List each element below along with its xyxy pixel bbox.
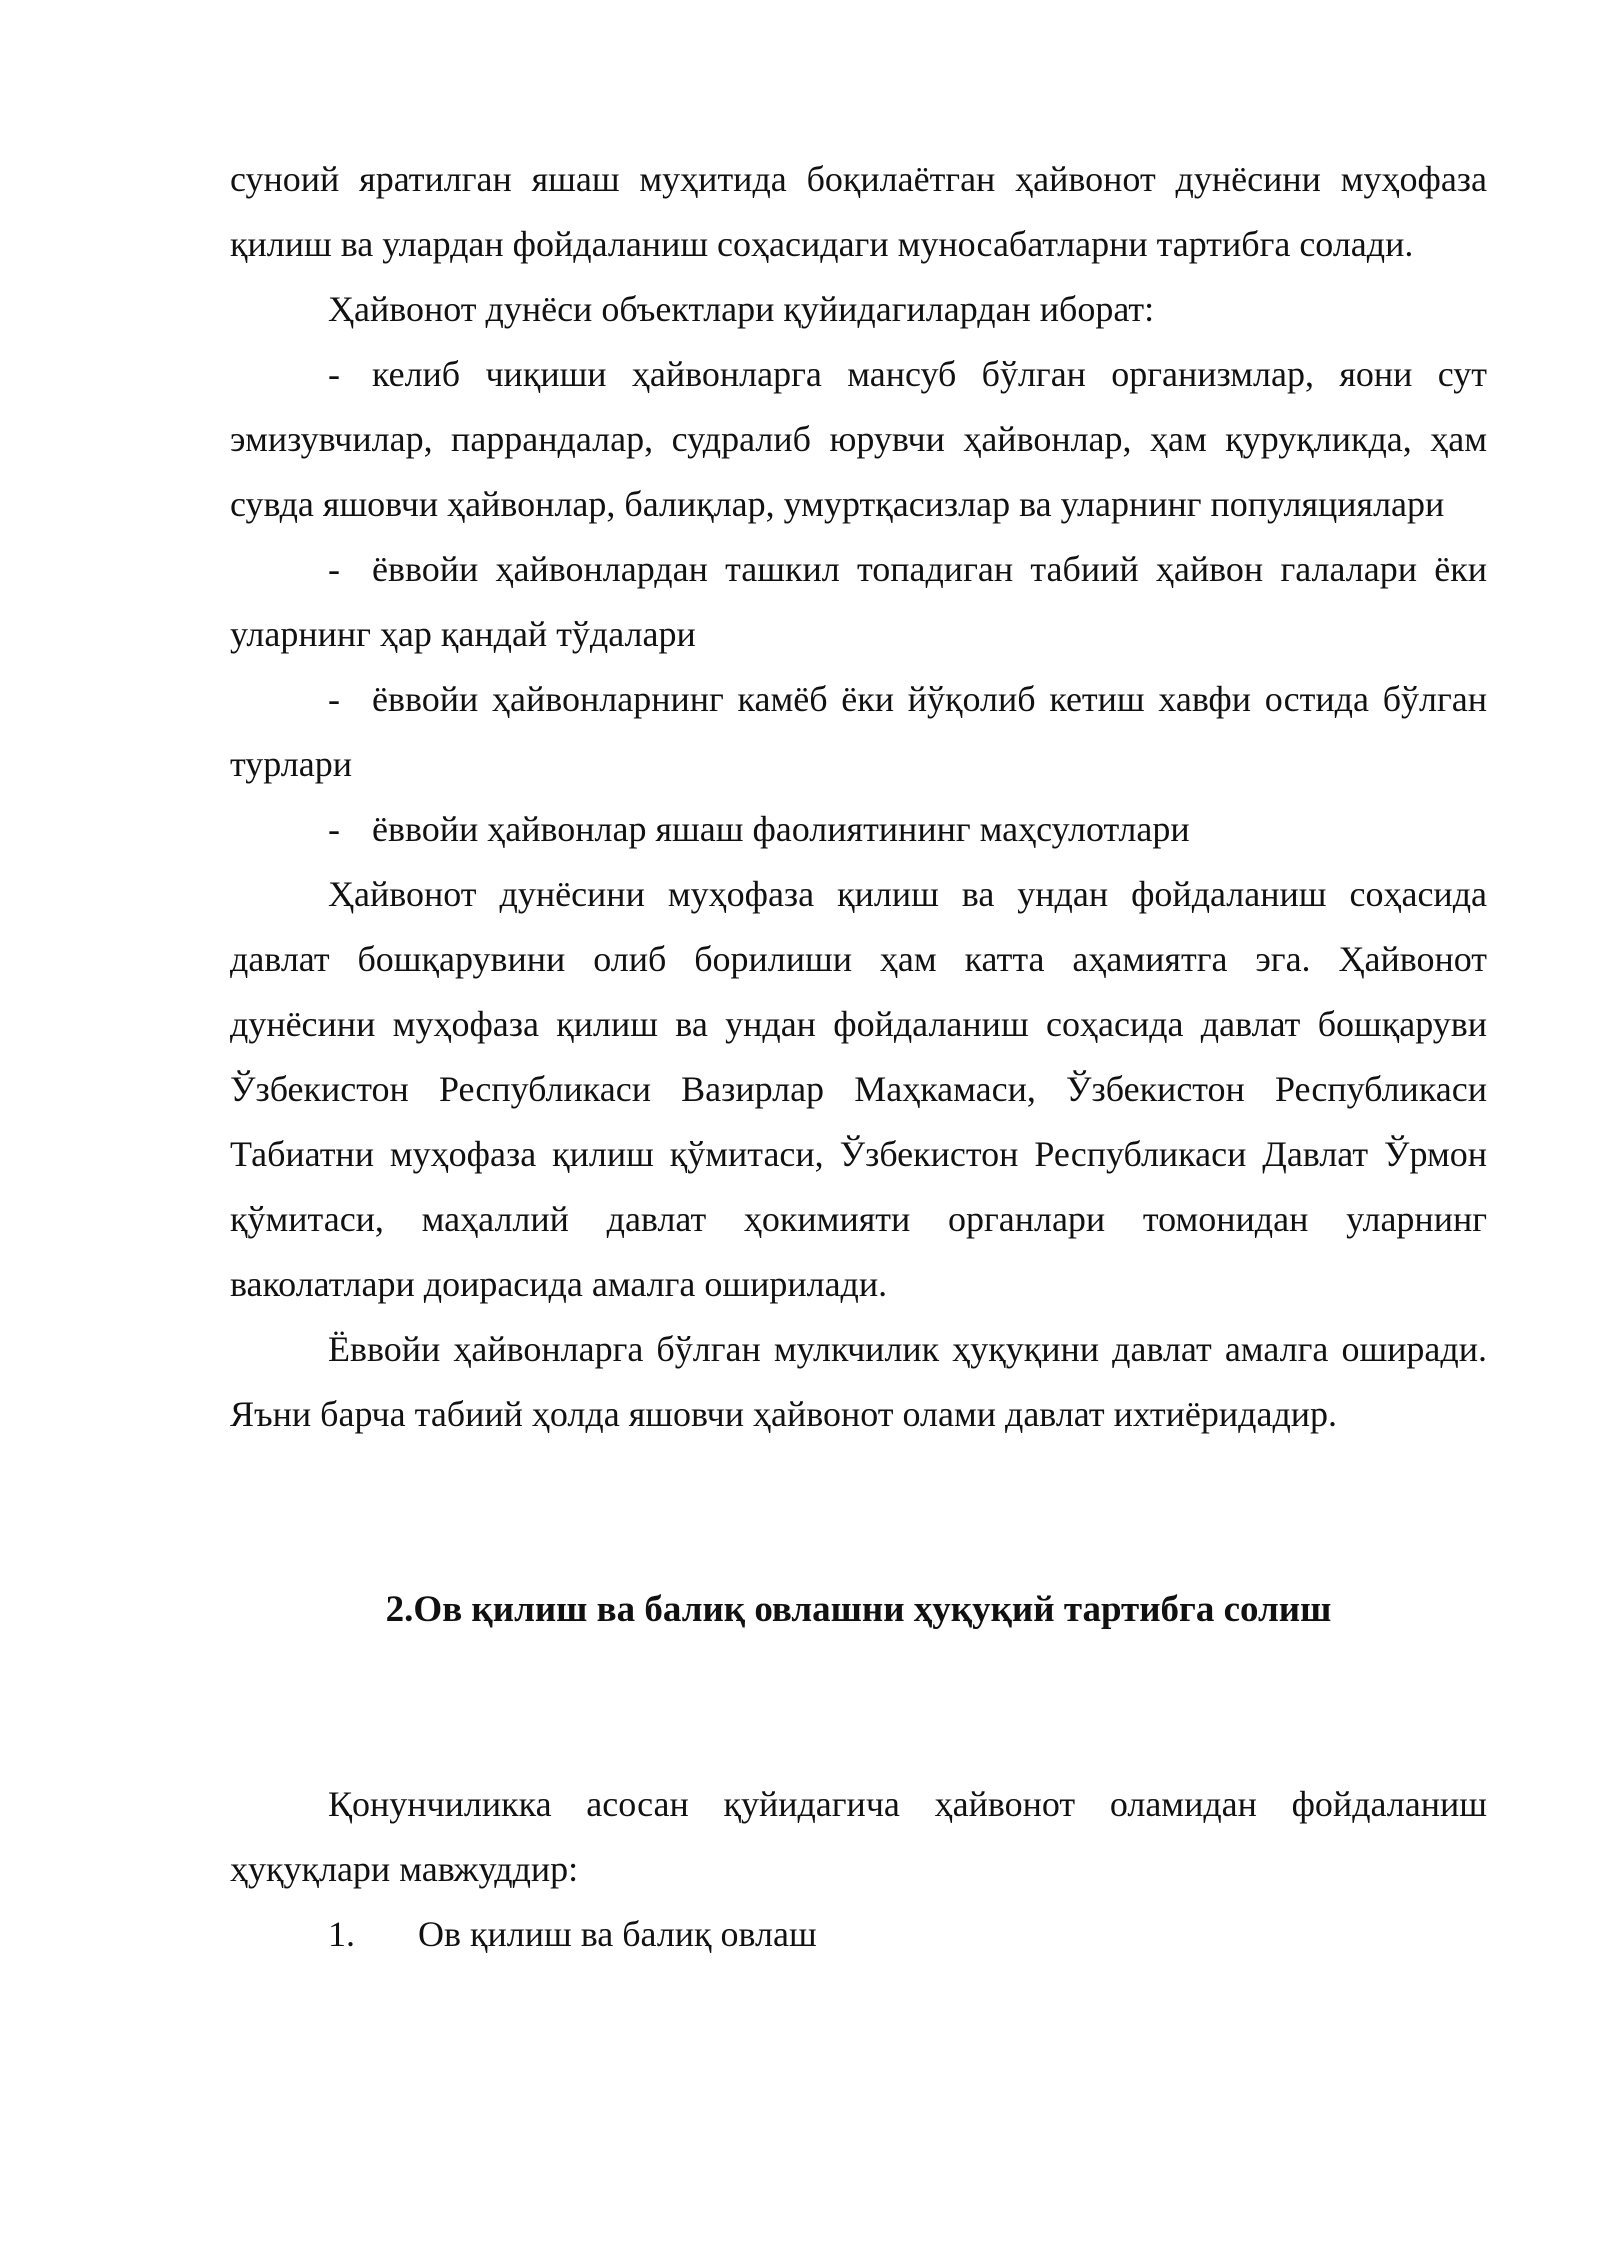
dash-marker: -	[328, 809, 340, 849]
list-item	[230, 537, 1487, 667]
list-item-text: ёввойи ҳайвонларнинг камёб ёки йўқолиб кетиш хавфи остида бўлган турлари	[230, 679, 1487, 784]
list-item-text: ёввойи ҳайвонлар яшаш фаолиятининг маҳсулотлари	[372, 809, 1190, 849]
paragraph-objects-intro: Ҳайвонот дунёси объектлари қуйидагилардан иборат:	[328, 289, 1155, 329]
dash-marker: -	[328, 679, 340, 719]
list-item	[230, 797, 1487, 862]
item-number: 1.	[328, 1914, 355, 1954]
list-item	[230, 667, 1487, 797]
dash-marker: -	[328, 354, 340, 394]
document-body	[230, 147, 1487, 1967]
paragraph-state-management: Ҳайвонот дунёсини муҳофаза қилиш ва ундан фойдаланиш соҳасида давлат бошқарувини олиб борилиши ҳам катта аҳамиятга эга. Ҳайвонот дунёсини муҳофаза қилиш ва ундан фойдаланиш соҳасида давлат бошқаруви Ўзбекистон Республикаси Вазирлар Маҳкамаси, Ўзбекистон Республикаси Табиатни муҳофаза қилиш қўмитаси, Ўзбекистон Республикаси Давлат Ўрмон қўмитаси, маҳаллий давлат ҳокимияти органлари томонидан уларнинг ваколатлари доирасида амалга оширилади.	[230, 874, 1487, 1304]
paragraph-continuation: суноий яратилган яшаш муҳитида боқилаётган ҳайвонот дунёсини муҳофаза қилиш ва улардан фойдаланиш соҳасидаги муносабатларни тартибга солади.	[230, 159, 1487, 264]
paragraph-rights-intro: Қонунчиликка асосан қуйидагича ҳайвонот оламидан фойдаланиш ҳуқуқлари мавжуддир:	[230, 1784, 1487, 1889]
list-item-text: келиб чиқиши ҳайвонларга мансуб бўлган организмлар, яони сут эмизувчилар, паррандалар, судралиб юрувчи ҳайвонлар, ҳам қуруқликда, ҳам сувда яшовчи ҳайвонлар, балиқлар, умуртқасизлар ва уларнинг популяциялари	[230, 354, 1487, 524]
numbered-item-text: Ов қилиш ва балиқ овлаш	[418, 1914, 817, 1954]
list-item-text: ёввойи ҳайвонлардан ташкил топадиган табиий ҳайвон галалари ёки уларнинг ҳар қандай тўдалари	[230, 549, 1487, 654]
paragraph-ownership: Ёввойи ҳайвонларга бўлган мулкчилик ҳуқуқини давлат амалга оширади. Яъни барча табиий ҳолда яшовчи ҳайвонот олами давлат ихтиёридадир.	[230, 1329, 1487, 1434]
dash-marker: -	[328, 549, 340, 589]
section-heading: 2.Ов қилиш ва балиқ овлашни ҳуқуқий тартибга солиш	[385, 1589, 1332, 1630]
spacer	[230, 1447, 1487, 1577]
numbered-item	[230, 1902, 1487, 1967]
spacer	[230, 1642, 1487, 1772]
list-item	[230, 342, 1487, 537]
